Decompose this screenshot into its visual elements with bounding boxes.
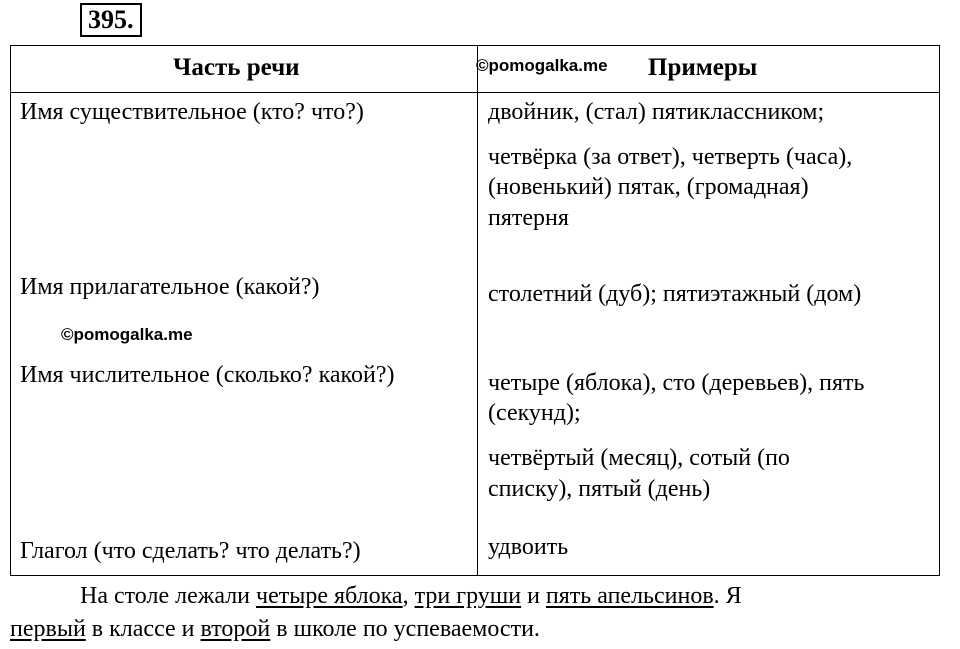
paragraph-text: в школе по успеваемости. [270, 616, 540, 642]
example-line: двойник, (стал) пятиклассником; [488, 99, 825, 125]
row-noun-part: Имя существительное (кто? что?) [20, 99, 364, 125]
example-line: четвёрка (за ответ), четверть (часа), [488, 144, 853, 170]
exercise-number: 395. [80, 3, 142, 37]
paragraph-text: и [521, 583, 546, 609]
underlined-phrase: пять апельсинов [545, 583, 714, 609]
paragraph-text: , [402, 583, 415, 609]
header-divider [11, 92, 939, 93]
example-line: (секунд); [488, 400, 581, 426]
header-part-of-speech: Часть речи [173, 54, 300, 81]
example-line: удвоить [488, 534, 569, 560]
example-line: четыре (яблока), сто (деревьев), пять [488, 370, 865, 396]
underlined-phrase: четыре яблока [256, 583, 403, 609]
watermark-header: ©pomogalka.me [476, 56, 608, 75]
underlined-phrase: второй [200, 616, 271, 642]
row-adjective-part: Имя прилагательное (какой?) [20, 274, 320, 300]
row-numeral-part: Имя числительное (сколько? какой?) [20, 362, 395, 388]
paragraph-text: . Я [713, 583, 742, 609]
watermark-body: ©pomogalka.me [61, 325, 193, 344]
row-verb-part: Глагол (что сделать? что делать?) [20, 538, 361, 564]
example-line: (новенький) пятак, (громадная) [488, 174, 809, 200]
header-examples: Примеры [648, 54, 758, 81]
example-line: четвёртый (месяц), сотый (по [488, 445, 790, 471]
example-line: пятерня [488, 205, 569, 231]
paragraph-text: На столе лежали [80, 583, 257, 609]
example-line: столетний (дуб); пятиэтажный (дом) [488, 281, 862, 307]
column-divider [477, 46, 478, 575]
parts-of-speech-table [10, 45, 940, 576]
paragraph-line-1 [80, 580, 742, 612]
paragraph-line-2 [10, 613, 540, 645]
example-line: списку), пятый (день) [488, 476, 711, 502]
underlined-phrase: первый [10, 616, 86, 642]
paragraph-text: в классе и [85, 616, 201, 642]
underlined-phrase: три груши [414, 583, 522, 609]
